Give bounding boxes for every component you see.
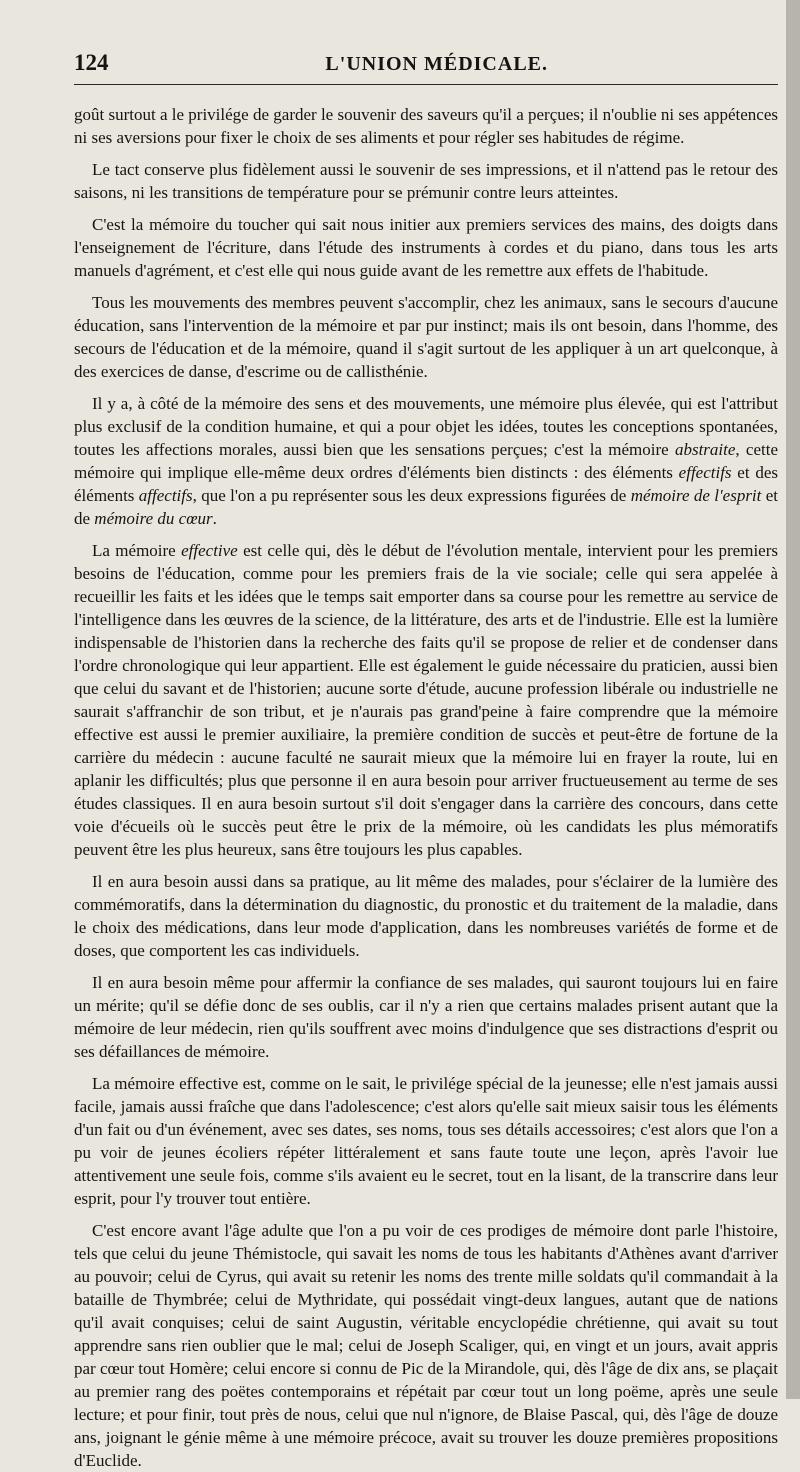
running-header — [74, 50, 778, 85]
text-segment: Il en aura besoin même pour affermir la confiance de ses malades, qui sauront toujours lui en faire un mérite; qu'il se défie donc de ses oublis, car il n'y a rien que certains malades prisent autant que la mémoire de leur médecin, rien qu'ils souffrent avec moins d'indulgence que ses distractions d'esprit ou ses défaillances de mémoire. — [74, 973, 778, 1061]
text-segment: La mémoire — [92, 541, 182, 560]
text-segment: C'est encore avant l'âge adulte que l'on a pu voir de ces prodiges de mémoire dont parle l'histoire, tels que celui du jeune Thémistocle, qui savait les noms de tous les habitants d'Athènes avant d'arriver au pouvoir; celui de Cyrus, qui avait su retenir les noms des trente mille soldats qu'il commandait à la bataille de Thymbrée; celui de Mythridate, qui possédait vingt-deux langues, autant que de nations qu'il avait conquises; celui de saint Augustin, véritable encyclopédie chrétienne, qui avait su tout apprendre sans rien oublier que le mal; celui de Joseph Scaliger, qui, en vingt et un jours, avait appris par cœur tout Homère; celui encore si connu de Pic de la Mirandole, qui, dès l'âge de dix ans, se plaçait au premier rang des poëtes contemporains et répétait par cœur tout un long poëme, après une seule lecture; et pour finir, tout près de nous, celui que nul n'ignore, de Blaise Pascal, qui, dès l'âge de douze ans, joignant le génie même à une mémoire précoce, avait su trouver les douze premières propositions d'Euclide. — [74, 1221, 778, 1470]
italic-term: mémoire du cœur — [94, 509, 213, 528]
italic-term: mémoire de l'esprit — [630, 486, 762, 505]
text-segment: Il y a, à côté de la mémoire des sens et des mouvements, une mémoire plus élevée, qui est l'attribut plus exclusif de la condition humaine, et qui a pour objet les idées, toutes les conceptions spontanées, toutes les affections morales, aussi bien que les sensations perçues; c'est la mémoire — [74, 394, 778, 459]
paragraph — [74, 870, 778, 962]
text-segment: Il en aura besoin aussi dans sa pratique, au lit même des malades, pour s'éclairer de la lumière des commémoratifs, dans la détermination du diagnostic, du pronostic et du traitement de la maladie, dans le choix des médications, dans leur mode d'application, dans les nombreuses variétés de forme et de doses, que comportent les cas individuels. — [74, 872, 778, 960]
page-gutter-shadow — [786, 0, 800, 1399]
paragraph — [74, 158, 778, 204]
italic-term: abstraite — [674, 440, 736, 459]
text-segment: goût surtout a le privilége de garder le souvenir des saveurs qu'il a perçues; il n'oublie ni ses appétences ni ses aversions pour fixer le choix de ses aliments et pour régler ses habitudes de régime. — [74, 105, 778, 147]
paragraph — [74, 392, 778, 530]
paragraph — [74, 103, 778, 149]
paragraph — [74, 971, 778, 1063]
text-segment: C'est la mémoire du toucher qui sait nous initier aux premiers services des mains, des doigts dans l'enseignement de l'écriture, dans l'étude des instruments à cordes et du piano, dans tous les arts manuels d'agrément, et c'est elle qui nous guide avant de les remettre aux effets de l'habitude. — [74, 215, 778, 280]
text-segment: et des éléments — [74, 463, 778, 505]
paragraph — [74, 539, 778, 861]
paragraph — [74, 213, 778, 282]
text-segment: , cette mémoire qui implique elle-même deux ordres d'éléments bien distincts : des éléments — [74, 440, 778, 482]
text-segment: , que l'on a pu représenter sous les deux expressions figurées de — [192, 486, 631, 505]
text-segment: La mémoire effective est, comme on le sait, le privilége spécial de la jeunesse; elle n'est jamais aussi facile, jamais aussi fraîche que dans l'adolescence; c'est alors qu'elle sait mieux saisir tous les éléments d'un fait ou d'un événement, avec ses dates, ses noms, tous ses détails accessoires; c'est alors que l'on a pu voir de jeunes écoliers répéter littéralement et sans faute toute une leçon, après l'avoir lue attentivement une seule fois, comme s'ils avaient eu le secret, tout en la lisant, de la transcrire dans leur esprit, pour l'y trouver tout entière. — [74, 1074, 778, 1208]
paragraph — [74, 1219, 778, 1472]
text-segment: est celle qui, dès le début de l'évolution mentale, intervient pour les premiers besoins de l'éducation, comme pour les premiers frais de la vie sociale; celle qui sera appelée à recueillir les faits et les idées que le temps sait emporter dans sa course pour les remettre au service de l'intelligence dans les œuvres de la science, de la littérature, des arts et de l'industrie. Elle est la lumière indispensable de l'historien dans la recherche des faits qu'il se propose de relier et de condenser dans l'ordre chronologique qui leur appartient. Elle est également le guide nécessaire du praticien, aussi bien que celui du savant et de l'historien; aucune sorte d'étude, aucune profession libérale ou industrielle ne saurait s'affranchir de son tribut, et je n'aurais pas grand'peine à faire comprendre que la mémoire effective est aussi le premier auxiliaire, la première condition de succès et peut-être de fortune de la carrière du médecin : aucune faculté ne saurait mieux que la mémoire lui en frayer la route, lui en aplanir les difficultés; plus que personne il en aura besoin pour arriver fructueusement au terme de ses études classiques. Il en aura besoin surtout s'il doit s'engager dans la carrière des concours, dans cette voie d'écueils où le succès peut être le prix de la mémoire, où les candidats les plus mémoratifs peuvent être les plus heureux, sans être toujours les plus capables. — [74, 541, 779, 859]
text-segment: et de — [74, 486, 779, 528]
text-segment: . — [212, 509, 217, 528]
article-body — [74, 103, 778, 1472]
italic-term: effectifs — [678, 463, 732, 482]
journal-title: L'UNION MÉDICALE. — [325, 53, 548, 75]
italic-term: affectifs — [138, 486, 193, 505]
paragraph — [74, 1072, 778, 1210]
text-segment: Tous les mouvements des membres peuvent s'accomplir, chez les animaux, sans le secours d'aucune éducation, sans l'intervention de la mémoire et par pur instinct; mais ils ont besoin, dans l'homme, des secours de l'éducation et de la mémoire, quand il s'agit surtout de les appliquer à un art quelconque, à des exercices de danse, d'escrime ou de callisthénie. — [74, 293, 778, 381]
page-number: 124 — [74, 50, 109, 75]
italic-term: effective — [181, 541, 238, 560]
text-segment: Le tact conserve plus fidèlement aussi le souvenir de ses impressions, et il n'attend pas le retour des saisons, ni les transitions de température pour se prémunir contre leurs atteintes. — [74, 160, 778, 202]
paragraph — [74, 291, 778, 383]
